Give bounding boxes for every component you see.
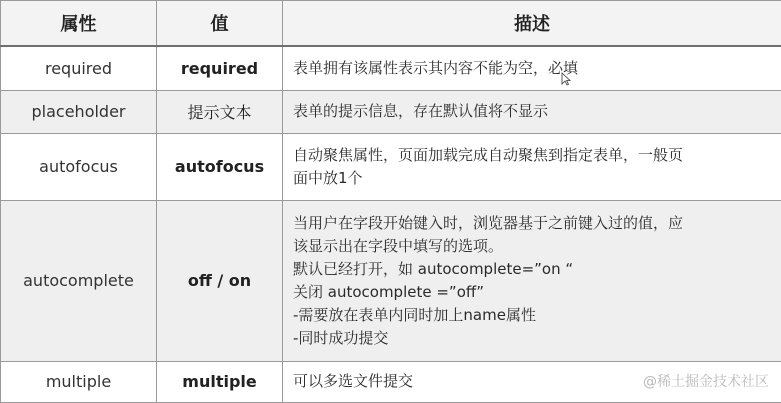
description-line: 当用户在字段开始键入时，浏览器基于之前键入过的值，应	[293, 212, 771, 235]
description-line: 表单拥有该属性表示其内容不能为空，必填	[293, 57, 771, 80]
value-cell: multiple	[157, 361, 283, 402]
value-cell: autofocus	[157, 133, 283, 200]
mouse-pointer-icon	[561, 72, 571, 86]
attribute-cell: placeholder	[1, 90, 157, 133]
table-row-autofocus	[1, 133, 781, 200]
description-line: 面中放1个	[293, 167, 771, 190]
header-value: 值	[157, 1, 283, 47]
attribute-cell: autocomplete	[1, 200, 157, 361]
value-cell: 提示文本	[157, 90, 283, 133]
description-line: -同时成功提交	[293, 327, 771, 350]
description-line: 可以多选文件提交	[293, 370, 771, 393]
attribute-cell: autofocus	[1, 133, 157, 200]
header-description: 描述	[283, 1, 781, 47]
description-line: 该显示出在字段中填写的选项。	[293, 235, 771, 258]
table-row-placeholder	[1, 90, 781, 133]
value-cell: required	[157, 46, 283, 90]
value-cell: off / on	[157, 200, 283, 361]
description-cell	[283, 90, 781, 133]
description-cell	[283, 133, 781, 200]
description-cell	[283, 200, 781, 361]
header-attribute: 属性	[1, 1, 157, 47]
watermark: @稀土掘金技术社区	[643, 371, 769, 391]
description-line: -需要放在表单内同时加上name属性	[293, 304, 771, 327]
description-line: 自动聚焦属性，页面加载完成自动聚焦到指定表单，一般页	[293, 144, 771, 167]
table-row-required	[1, 46, 781, 90]
table-row-autocomplete	[1, 200, 781, 361]
description-cell	[283, 46, 781, 90]
attribute-cell: multiple	[1, 361, 157, 402]
description-line: 关闭 autocomplete =”off”	[293, 281, 771, 304]
attribute-cell: required	[1, 46, 157, 90]
description-line: 表单的提示信息，存在默认值将不显示	[293, 100, 771, 123]
description-line: 默认已经打开，如 autocomplete=”on “	[293, 258, 771, 281]
table-header-row	[1, 1, 781, 47]
